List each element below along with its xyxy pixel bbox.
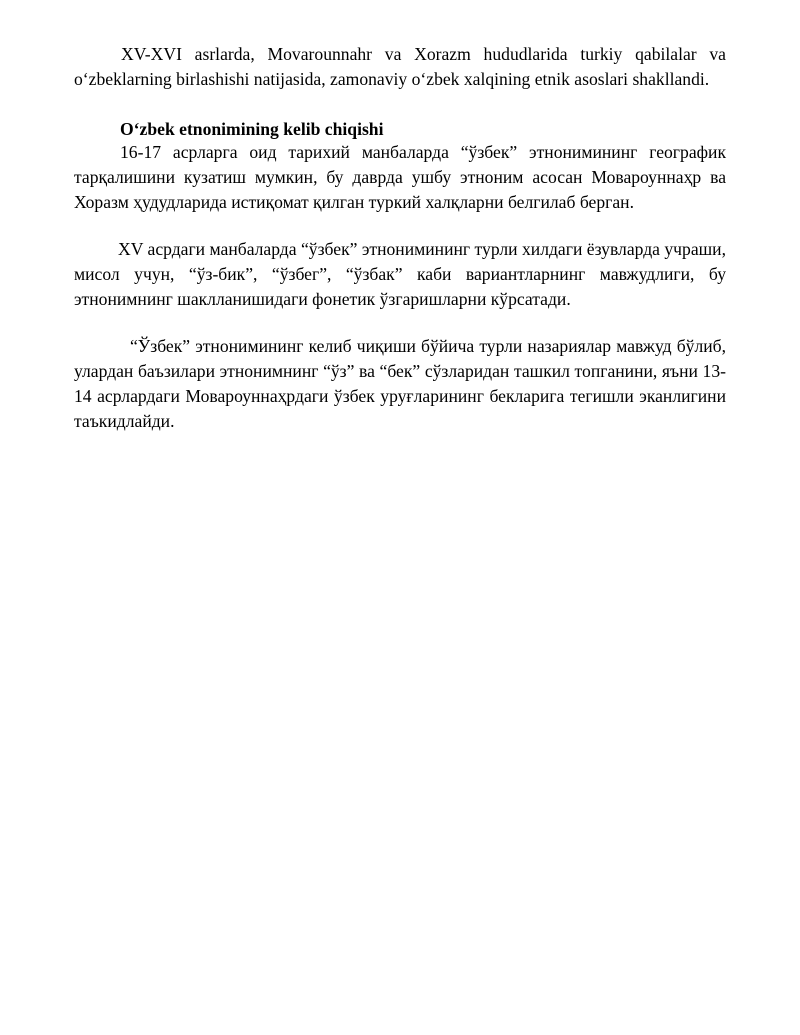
section-heading: O‘zbek etnonimining kelib chiqishi <box>120 119 384 139</box>
body-paragraph-1: 16-17 асрларга оид тарихий манбаларда “ўзбек” этнонимининг географик тарқалишини кузатиш мумкин, бу даврда ушбу этноним асосан Мовароуннаҳр ва Хоразм ҳудудларида истиқомат қилган туркий халқларни белгилаб берган. <box>74 142 726 212</box>
body-paragraph-2: XV асрдаги манбаларда “ўзбек” этнонимининг турли хилдаги ёзувларда учраши, мисол учун, “ўз-бик”, “ўзбег”, “ўзбак” каби вариантларнинг мавжудлиги, бу этнонимнинг шаклланишидаги фонетик ўзгаришларни кўрсатади. <box>74 239 726 309</box>
document-page <box>74 42 726 434</box>
body-paragraph-3: “Ўзбек” этнонимининг келиб чиқиши бўйича турли назариялар мавжуд бўлиб, улардан баъзилари этнонимнинг “ўз” ва “бек” сўзларидан ташкил топганини, яъни 13-14 асрлардаги Мовароуннаҳрдаги ўзбек уруғларининг бекларига тегишли эканлигини таъкидлайди. <box>74 336 726 431</box>
intro-paragraph: XV-XVI asrlarda, Movarounnahr va Xorazm hududlarida turkiy qabilalar va o‘zbeklarning birlashishi natijasida, zamonaviy o‘zbek xalqining etnik asoslari shakllandi. <box>74 44 726 89</box>
